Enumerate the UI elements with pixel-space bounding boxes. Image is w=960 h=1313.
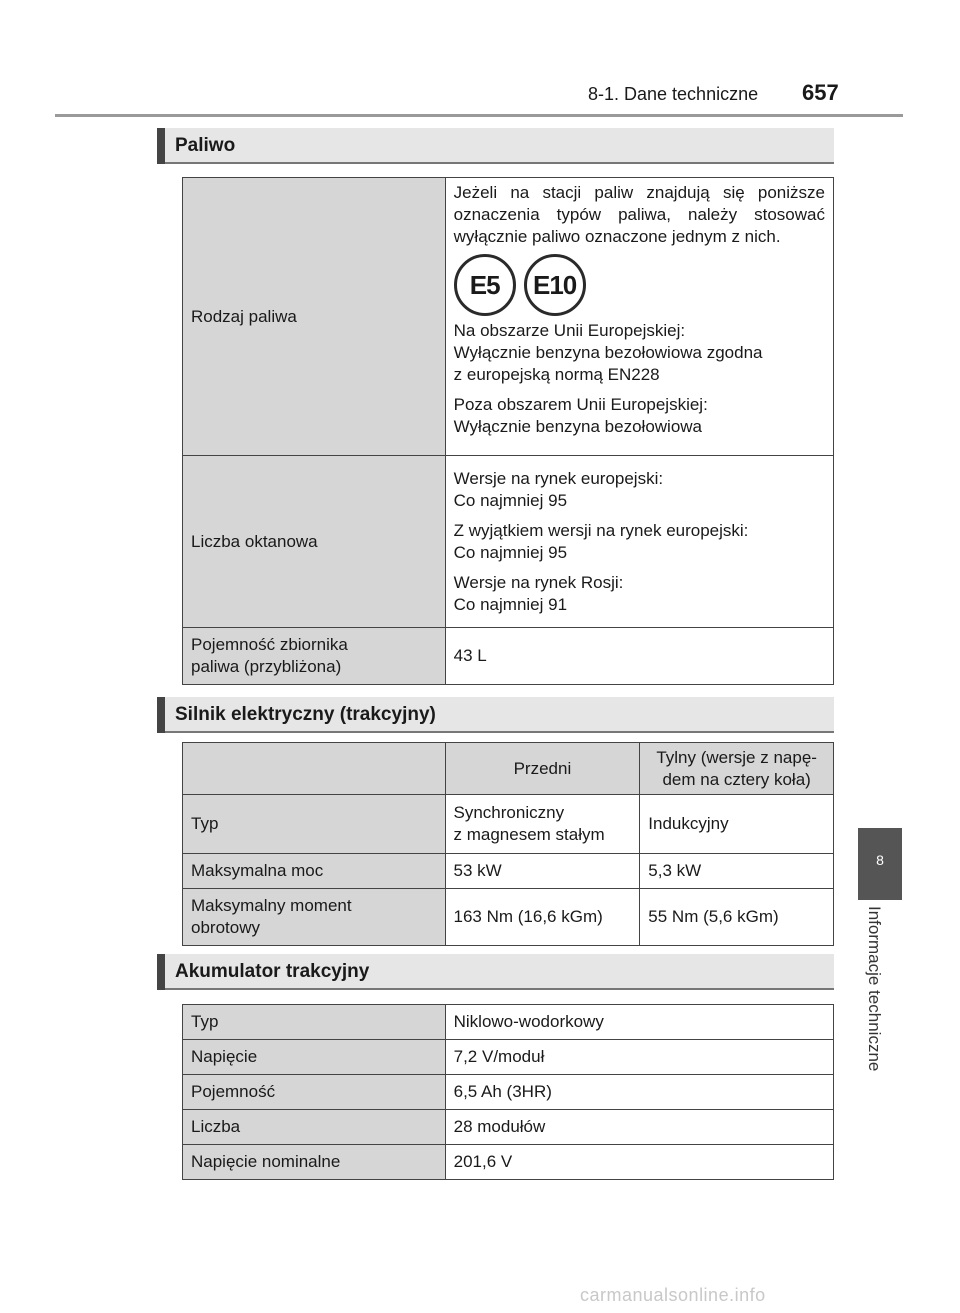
tank-capacity-label (183, 628, 446, 685)
octane-value: Co najmniej 95 (453, 490, 568, 510)
section-title: 8-1. Dane techniczne (588, 84, 759, 104)
motor-torque-label (183, 889, 446, 946)
battery-table (182, 1004, 834, 1180)
battery-row-label: Pojemność (183, 1075, 446, 1110)
non-eu-line-2: Wyłącznie benzyna bezołowiowa (453, 417, 703, 436)
fuel-badge-e5: E5 (454, 254, 516, 316)
eu-line-2: Wyłącznie benzyna bezołowiowa zgodna (453, 343, 763, 362)
fuel-section-heading (157, 128, 834, 164)
header-rule (55, 114, 903, 117)
battery-heading-text: Akumulator trakcyjny (175, 961, 370, 982)
battery-row-value: 201,6 V (445, 1145, 833, 1180)
battery-row-label: Liczba (183, 1110, 446, 1145)
battery-row-label: Napięcie nominalne (183, 1145, 446, 1180)
motor-torque-label-line-1: Maksymalny moment (191, 896, 352, 915)
heading-bar (157, 697, 165, 733)
watermark: carmanualsonline.info (580, 1285, 766, 1305)
battery-row-value: 28 modułów (445, 1110, 833, 1145)
octane-cell (445, 456, 833, 628)
motor-torque-label-line-2: obrotowy (191, 918, 260, 937)
fuel-type-label: Rodzaj paliwa (183, 178, 446, 456)
chapter-side-title (864, 906, 896, 1206)
tank-label-line-2: paliwa (przybliżona) (191, 657, 342, 676)
table-row (183, 795, 834, 854)
fuel-table (182, 177, 834, 685)
motor-type-label: Typ (183, 795, 446, 854)
motor-col-front: Przedni (445, 743, 640, 795)
fuel-type-cell (445, 178, 833, 456)
table-row (183, 889, 834, 946)
motor-table (182, 742, 834, 946)
motor-section-heading (157, 697, 834, 733)
table-row (183, 743, 834, 795)
octane-market: Wersje na rynek europejski: (453, 468, 664, 488)
motor-torque-front: 163 Nm (16,6 kGm) (445, 889, 640, 946)
fuel-type-intro: Jeżeli na stacji paliw znajdują się poniższe oznaczenia typów paliwa, należy stosować wyłącznie paliwo oznaczone jednym z nich. (453, 183, 825, 246)
heading-bar (157, 954, 165, 990)
motor-type-rear: Indukcyjny (640, 795, 834, 854)
tank-capacity-value: 43 L (445, 628, 833, 685)
battery-row-label: Typ (183, 1005, 446, 1040)
table-row (183, 178, 834, 456)
chapter-tab (858, 828, 902, 900)
motor-type-front-line-1: Synchroniczny (453, 803, 565, 822)
octane-market: Z wyjątkiem wersji na rynek europejski: (453, 520, 749, 540)
battery-row-value: Niklowo-wodorkowy (445, 1005, 833, 1040)
octane-label: Liczba oktanowa (183, 456, 446, 628)
motor-type-front-line-2: z magnesem stałym (453, 825, 605, 844)
motor-col-rear (640, 743, 834, 795)
motor-power-front: 53 kW (445, 854, 640, 889)
battery-section-heading (157, 954, 834, 990)
eu-line-1: Na obszarze Unii Europejskiej: (453, 321, 686, 340)
table-row (183, 628, 834, 685)
octane-value: Co najmniej 91 (453, 594, 568, 614)
octane-market: Wersje na rynek Rosji: (453, 572, 624, 592)
motor-col-rear-line-2: dem na cztery koła) (662, 769, 811, 789)
table-row (183, 456, 834, 628)
eu-line-3: z europejską normą EN228 (453, 365, 660, 384)
table-row (183, 854, 834, 889)
motor-torque-rear: 55 Nm (5,6 kGm) (640, 889, 834, 946)
table-row (183, 1110, 834, 1145)
non-eu-line-1: Poza obszarem Unii Europejskiej: (453, 395, 708, 414)
battery-row-value: 6,5 Ah (3HR) (445, 1075, 833, 1110)
heading-bar (157, 128, 165, 164)
fuel-badge-e10: E10 (524, 254, 586, 316)
page-number: 657 (802, 80, 839, 105)
chapter-title-text: Informacje techniczne (865, 906, 884, 1072)
table-row (183, 1145, 834, 1180)
octane-value: Co najmniej 95 (453, 542, 568, 562)
table-row (183, 1005, 834, 1040)
fuel-heading-text: Paliwo (175, 135, 236, 156)
chapter-number: 8 (876, 852, 884, 868)
tank-label-line-1: Pojemność zbiornika (191, 635, 348, 654)
battery-row-label: Napięcie (183, 1040, 446, 1075)
motor-col-rear-line-1: Tylny (wersje z napę- (656, 747, 817, 767)
fuel-badges (454, 252, 825, 320)
table-row (183, 1040, 834, 1075)
motor-corner-cell (183, 743, 446, 795)
table-row (183, 1075, 834, 1110)
motor-power-rear: 5,3 kW (640, 854, 834, 889)
battery-row-value: 7,2 V/moduł (445, 1040, 833, 1075)
motor-heading-text: Silnik elektryczny (trakcyjny) (175, 704, 436, 725)
motor-type-front (445, 795, 640, 854)
motor-power-label: Maksymalna moc (183, 854, 446, 889)
